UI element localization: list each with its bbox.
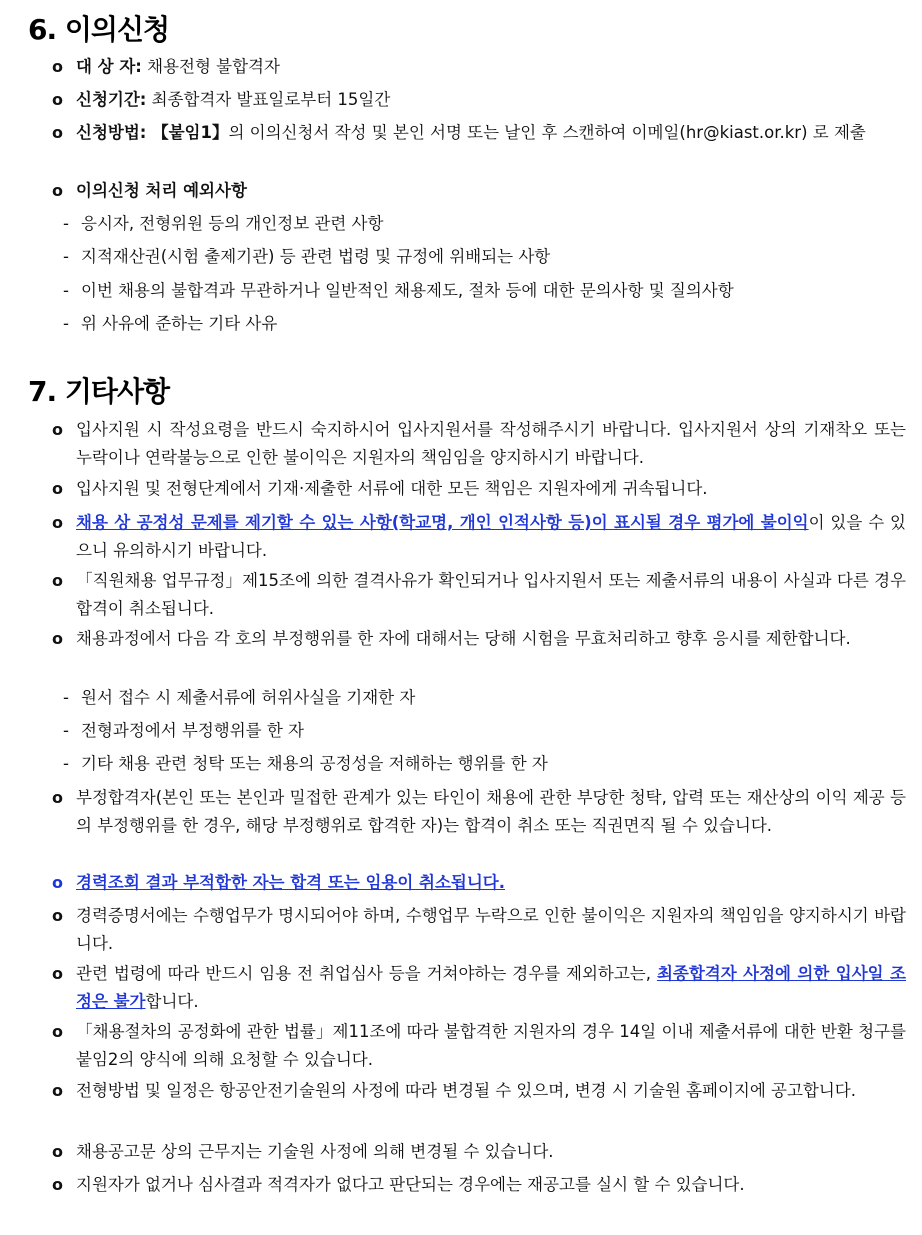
bullet: o [52,1142,63,1161]
list-item: o 지원자가 없거나 심사결과 적격자가 없다고 판단되는 경우에는 재공고를 실시 할 수 있습니다. [52,1171,906,1199]
dash: - [63,247,69,266]
exception-item: - 이번 채용의 불합격과 무관하거나 일반적인 채용제도, 절차 등에 대한 문의사항 및 질의사항 [63,277,911,305]
bullet: o [52,181,63,200]
bullet: o [52,964,63,983]
method-label: 신청방법: [76,123,147,142]
list-item: o 「채용절차의 공정화에 관한 법률」제11조에 따라 불합격한 지원자의 경우 14일 이내 제출서류에 대한 반환 청구를 붙임2의 양식에 의해 요청할 수 있습니다. [52,1018,906,1074]
list-item: o 채용과정에서 다음 각 호의 부정행위를 한 자에 대해서는 당해 시험을 무효처리하고 향후 응시를 제한합니다. [52,625,906,653]
bullet: o [52,906,63,925]
period-label: 신청기간: [76,90,147,109]
dash: - [63,214,69,233]
exception-item: - 지적재산권(시험 출제기관) 등 관련 법령 및 규정에 위배되는 사항 [63,243,911,271]
section-6-title: 6. 이의신청 [28,13,170,46]
dash: - [63,314,69,333]
list-item: o 입사지원 시 작성요령을 반드시 숙지하시어 입사지원서를 작성해주시기 바랍니다. 입사지원서 상의 기재착오 또는 누락이나 연락불능으로 인한 불이익은 지원자의 책임임을 양지하시기 바랍니다. [52,416,906,472]
bullet: o [52,513,63,532]
target-label: 대 상 자: [76,57,142,76]
list-item-exceptions [52,177,906,205]
bullet: o [52,57,63,76]
list-item: o 전형방법 및 일정은 항공안전기술원의 사정에 따라 변경될 수 있으며, 변경 시 기술원 홈페이지에 공고합니다. [52,1077,906,1105]
bullet: o [52,629,63,648]
list-item: o 경력증명서에는 수행업무가 명시되어야 하며, 수행업무 누락으로 인한 불이익은 지원자의 책임임을 양지하시기 바랍니다. [52,902,906,958]
sub-item: - 전형과정에서 부정행위를 한 자 [63,717,911,745]
exceptions-label: 이의신청 처리 예외사항 [76,181,247,200]
list-item-target [52,53,906,81]
bullet: o [52,1175,63,1194]
bullet: o [52,1081,63,1100]
bullet: o [52,420,63,439]
emphasis-text: 최종합격자 사정에 의한 입사일 조정은 불가 [76,964,906,1011]
exception-item: - 위 사유에 준하는 기타 사유 [63,310,911,338]
emphasis-text: 채용 상 공정성 문제를 제기할 수 있는 사항(학교명, 개인 인적사항 등)이 표시될 경우 평가에 불이익 [76,513,809,532]
sub-item: - 기타 채용 관련 청탁 또는 채용의 공정성을 저해하는 행위를 한 자 [63,750,911,778]
bullet: o [52,788,63,807]
list-item-fairness-warning: o 채용 상 공정성 문제를 제기할 수 있는 사항(학교명, 개인 인적사항 등)이 표시될 경우 평가에 불이익이 있을 수 있으니 유의하시기 바랍니다. [52,509,906,565]
list-item: o 입사지원 및 전형단계에서 기재·제출한 서류에 대한 모든 책임은 지원자에게 귀속됩니다. [52,475,906,503]
list-item-period [52,86,906,114]
list-item-join-date: o 관련 법령에 따라 반드시 임용 전 취업심사 등을 거쳐야하는 경우를 제외하고는, 최종합격자 사정에 의한 입사일 조정은 불가합니다. [52,960,906,1016]
method-text: 의 이의신청서 작성 및 본인 서명 또는 날인 후 스캔하여 이메일(hr@kiast.or.kr) 로 제출 [228,123,866,142]
dash: - [63,754,69,773]
bullet: o [52,873,63,892]
sub-item: - 원서 접수 시 제출서류에 허위사실을 기재한 자 [63,684,911,712]
list-item: o 채용공고문 상의 근무지는 기술원 사정에 의해 변경될 수 있습니다. [52,1138,906,1166]
dash: - [63,281,69,300]
list-item: o 부정합격자(본인 또는 본인과 밀접한 관계가 있는 타인이 채용에 관한 부당한 청탁, 압력 또는 재산상의 이익 제공 등의 부정행위를 한 경우, 해당 부정행위로 합격한 자)는 합격이 취소 또는 직권면직 될 수 있습니다. [52,784,906,840]
emphasis-text: 경력조회 결과 부적합한 자는 합격 또는 임용이 취소됩니다. [76,873,506,892]
dash: - [63,721,69,740]
dash: - [63,688,69,707]
bullet: o [52,90,63,109]
list-item: o 「직원채용 업무규정」제15조에 의한 결격사유가 확인되거나 입사지원서 또는 제출서류의 내용이 사실과 다른 경우 합격이 취소됩니다. [52,567,906,623]
period-text: 최종합격자 발표일로부터 15일간 [146,90,391,109]
target-text: 채용전형 불합격자 [141,57,280,76]
bullet: o [52,479,63,498]
bullet: o [52,571,63,590]
section-7-title: 7. 기타사항 [28,375,170,408]
list-item-method [52,119,906,147]
bullet: o [52,123,63,142]
bullet: o [52,1022,63,1041]
exception-item: - 응시자, 전형위원 등의 개인정보 관련 사항 [63,210,911,238]
method-attachment-ref: 【붙임1】 [146,123,229,142]
list-item-career-check [52,869,906,897]
